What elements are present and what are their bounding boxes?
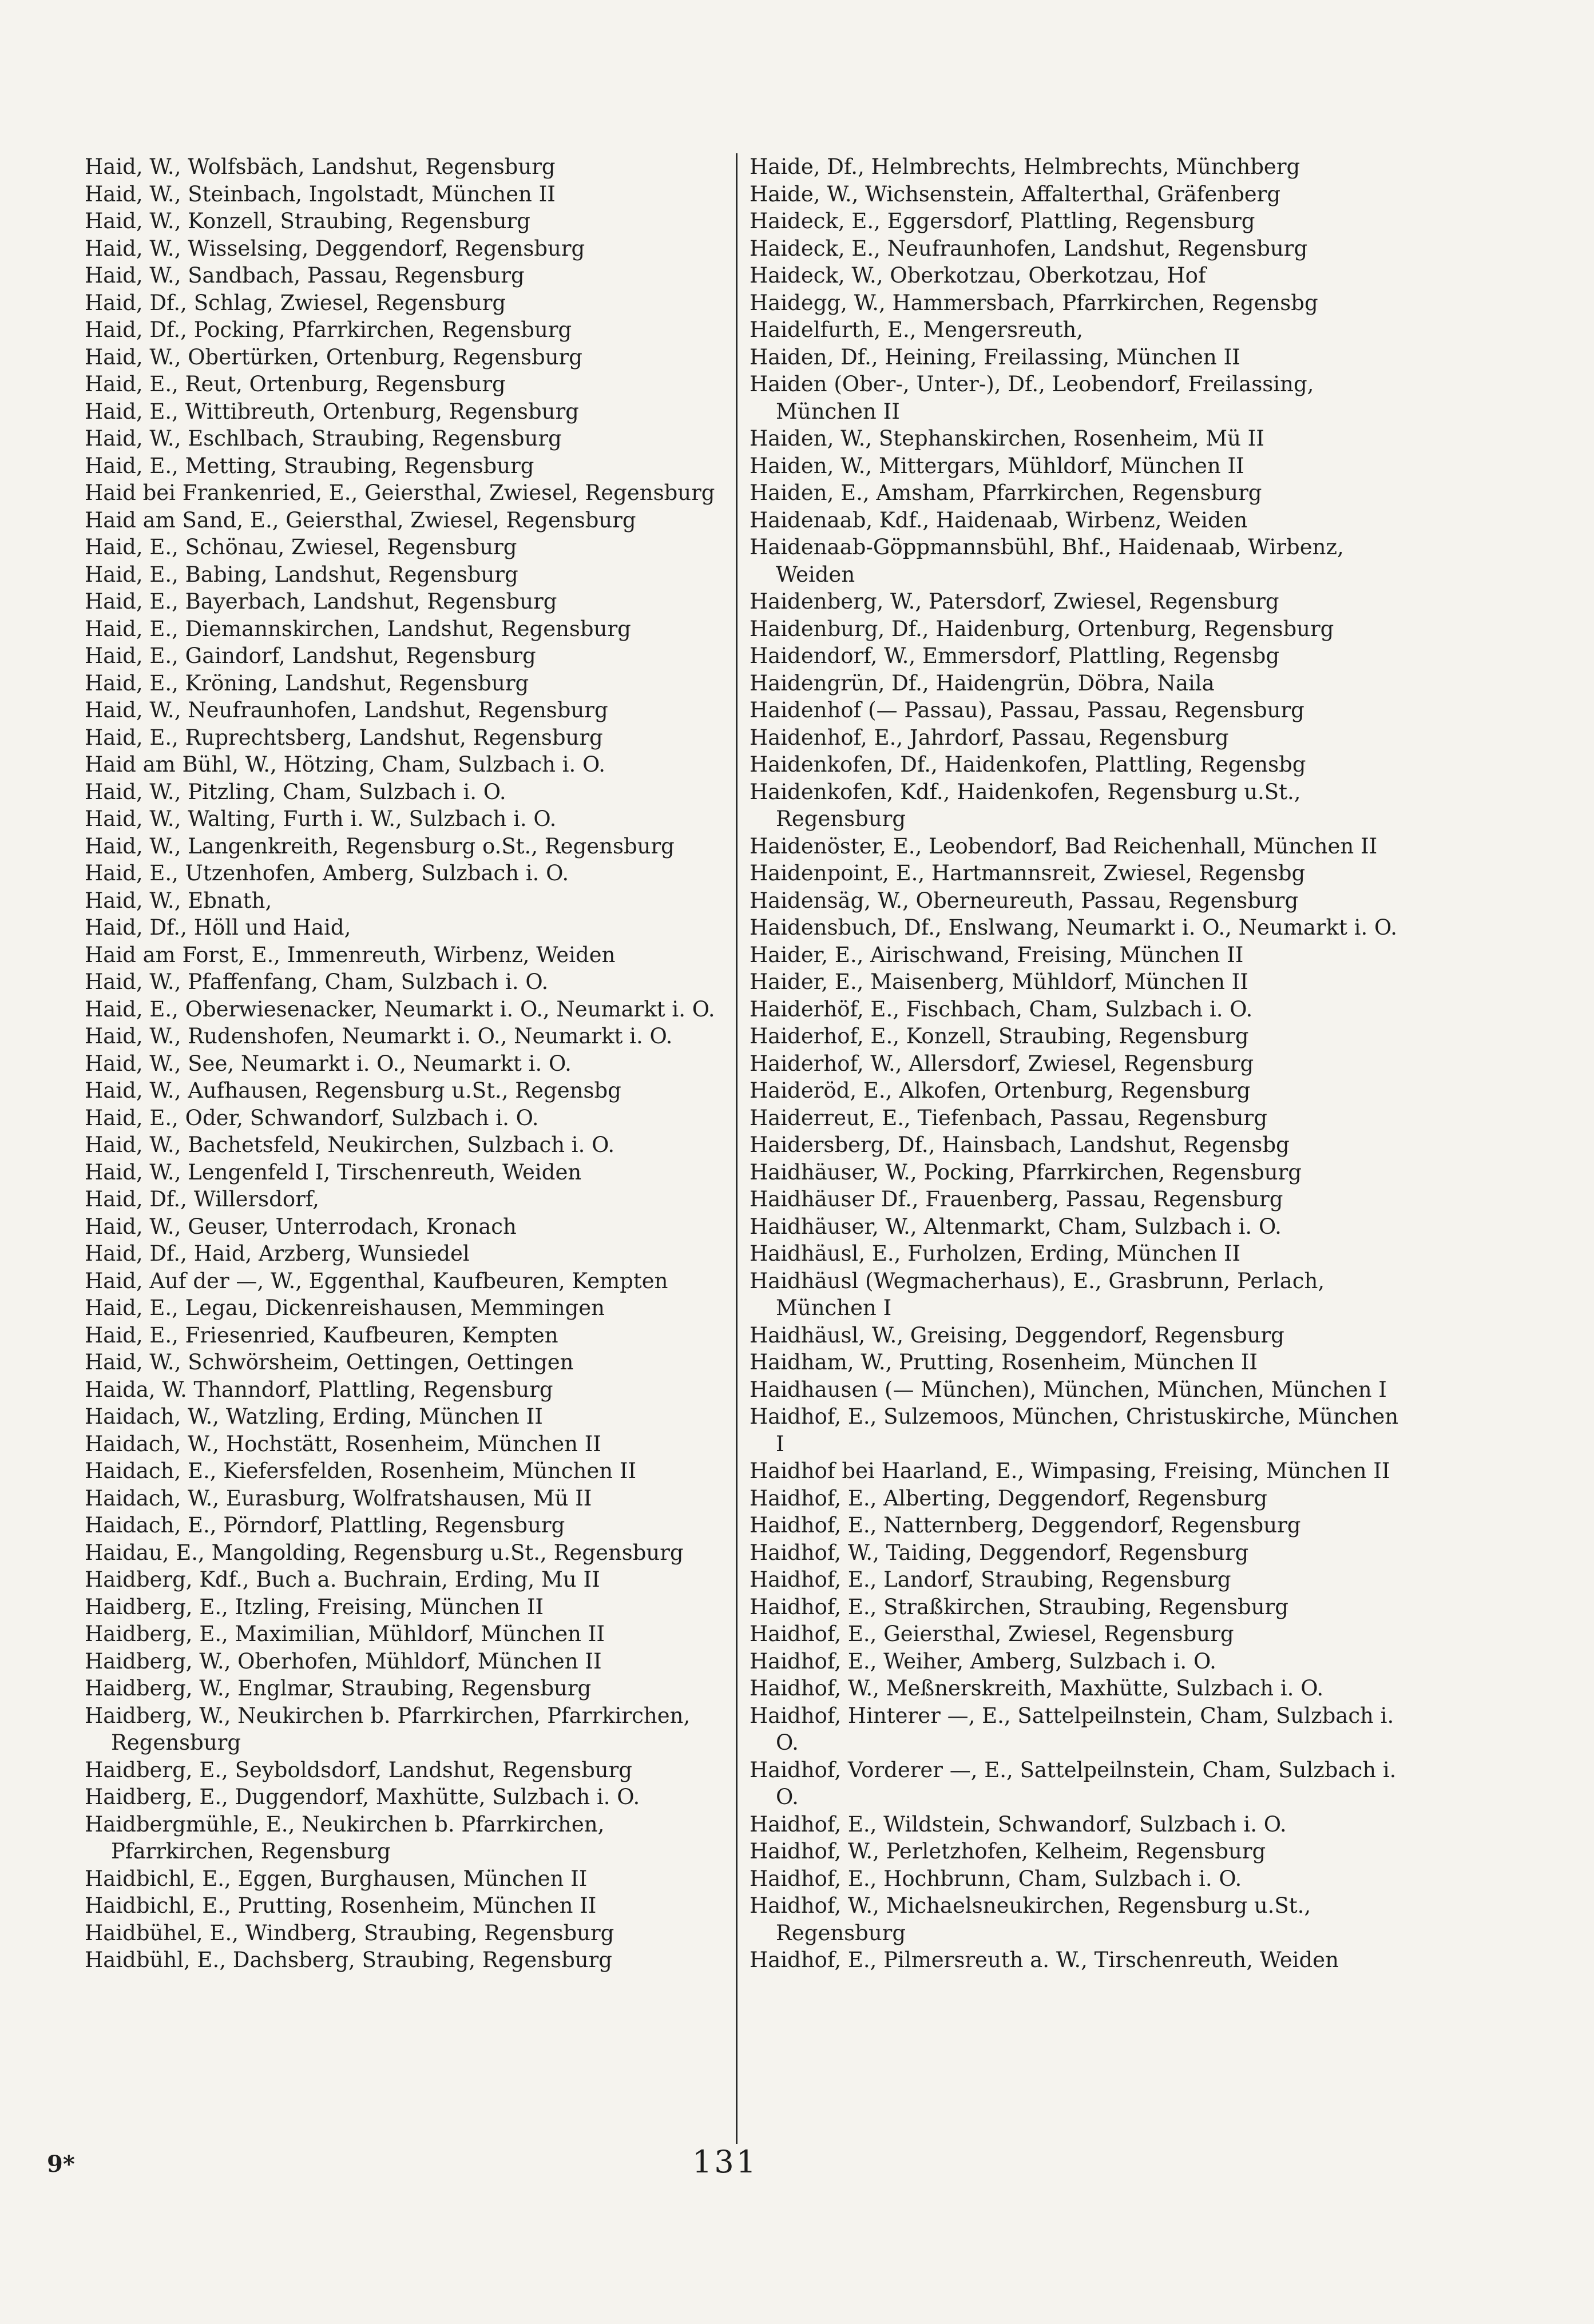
gazetteer-entry: Haidhäusl (Wegmacherhaus), E., Grasbrunn, Perlach, München I — [750, 1268, 1325, 1320]
gazetteer-entry: Haid, Df., Haid, Arzberg, Wunsiedel — [85, 1241, 470, 1266]
gazetteer-entry: Haidhäuser, W., Pocking, Pfarrkirchen, Regensburg — [750, 1159, 1302, 1185]
gazetteer-entry: Haidberg, E., Itzling, Freising, München II — [85, 1594, 544, 1619]
gazetteer-entry: Haid, W., Sandbach, Passau, Regensburg — [85, 263, 525, 288]
gazetteer-entry: Haidhäusl, W., Greising, Deggendorf, Regensburg — [750, 1322, 1284, 1348]
gazetteer-entry: Haider, E., Airischwand, Freising, München II — [750, 942, 1244, 967]
gazetteer-entry: Haid, W., Neufraunhofen, Landshut, Regensburg — [85, 698, 608, 722]
gazetteer-entry: Haiden (Ober-, Unter-), Df., Leobendorf, Freilassing, München II — [750, 372, 1314, 424]
gazetteer-entry: Haid, W., Eschlbach, Straubing, Regensburg — [85, 426, 562, 451]
gazetteer-entry: Haiderhöf, E., Fischbach, Cham, Sulzbach i. O. — [750, 996, 1253, 1022]
gazetteer-entry: Haid, Df., Willersdorf, — [85, 1187, 319, 1211]
gazetteer-entry: Haid, E., Oberwiesenacker, Neumarkt i. O., Neumarkt i. O. — [85, 996, 715, 1022]
gazetteer-entry: Haid, W., Steinbach, Ingolstadt, München II — [85, 181, 556, 206]
gazetteer-entry: Haidhof, E., Straßkirchen, Straubing, Regensburg — [750, 1594, 1288, 1619]
gazetteer-entry: Haidhof, E., Sulzemoos, München, Christuskirche, München I — [750, 1404, 1399, 1456]
gazetteer-entry: Haidhof, E., Alberting, Deggendorf, Regensburg — [750, 1485, 1267, 1511]
gazetteer-entry: Haidham, W., Prutting, Rosenheim, München II — [750, 1350, 1258, 1374]
gazetteer-entry: Haid, W., See, Neumarkt i. O., Neumarkt i. O. — [85, 1051, 572, 1076]
gazetteer-entry: Haid, W., Konzell, Straubing, Regensburg — [85, 209, 530, 233]
gazetteer-entry: Haidhof, Hinterer —, E., Sattelpeilnstein, Cham, Sulzbach i. O. — [750, 1703, 1394, 1755]
gazetteer-entry: Haid bei Frankenried, E., Geiersthal, Zwiesel, Regensburg — [85, 480, 715, 505]
gazetteer-entry: Haidberg, E., Duggendorf, Maxhütte, Sulzbach i. O. — [85, 1785, 640, 1809]
gazetteer-entry: Haidenberg, W., Patersdorf, Zwiesel, Regensburg — [750, 589, 1279, 614]
gazetteer-entry: Haidhof bei Haarland, E., Wimpasing, Freising, München II — [750, 1459, 1390, 1483]
gazetteer-entry: Haid, E., Utzenhofen, Amberg, Sulzbach i. O. — [85, 861, 569, 885]
gazetteer-entry: Haidbergmühle, E., Neukirchen b. Pfarrkirchen, Pfarrkirchen, Regensburg — [85, 1811, 605, 1864]
gazetteer-entry: Haidenhof (— Passau), Passau, Passau, Regensburg — [750, 698, 1304, 722]
gazetteer-entry: Haid am Bühl, W., Hötzing, Cham, Sulzbach i. O. — [85, 752, 605, 777]
gazetteer-entry: Haideck, E., Neufraunhofen, Landshut, Regensburg — [750, 236, 1308, 261]
gazetteer-entry: Haid, E., Gaindorf, Landshut, Regensburg — [85, 643, 536, 668]
gazetteer-entry: Haid, W., Wisselsing, Deggendorf, Regensburg — [85, 236, 585, 261]
right-column — [750, 153, 1407, 1974]
gazetteer-entry: Haidengrün, Df., Haidengrün, Döbra, Naila — [750, 670, 1215, 696]
gazetteer-entry: Haiderhof, W., Allersdorf, Zwiesel, Regensburg — [750, 1051, 1254, 1076]
gazetteer-entry: Haidach, W., Hochstätt, Rosenheim, München II — [85, 1431, 601, 1456]
gazetteer-entry: Haid, E., Oder, Schwandorf, Sulzbach i. O. — [85, 1105, 539, 1130]
gazetteer-entry: Haidenaab, Kdf., Haidenaab, Wirbenz, Weiden — [750, 507, 1248, 533]
gazetteer-entry: Haid, W., Ebnath, — [85, 888, 272, 913]
gazetteer-entry: Haid, Df., Schlag, Zwiesel, Regensburg — [85, 290, 506, 315]
page-number: 131 — [692, 2144, 759, 2180]
gazetteer-entry: Haidach, W., Eurasburg, Wolfratshausen, Mü II — [85, 1485, 592, 1511]
gazetteer-entry: Haidhäuser, W., Altenmarkt, Cham, Sulzbach i. O. — [750, 1214, 1282, 1239]
gazetteer-entry: Haidhof, W., Michaelsneukirchen, Regensburg u.St., Regensburg — [750, 1893, 1311, 1945]
gazetteer-entry: Haid, W., Pitzling, Cham, Sulzbach i. O. — [85, 779, 506, 804]
gazetteer-entry: Haidegg, W., Hammersbach, Pfarrkirchen, Regensbg — [750, 290, 1318, 315]
gazetteer-entry: Haidberg, Kdf., Buch a. Buchrain, Erding, Mu II — [85, 1567, 600, 1592]
gazetteer-entry: Haidberg, W., Neukirchen b. Pfarrkirchen, Pfarrkirchen, Regensburg — [85, 1703, 691, 1755]
gazetteer-entry: Haider, E., Maisenberg, Mühldorf, München II — [750, 970, 1248, 994]
sheet-signature: 9* — [47, 2151, 75, 2178]
gazetteer-entry: Haidensbuch, Df., Enslwang, Neumarkt i. O., Neumarkt i. O. — [750, 915, 1397, 940]
gazetteer-entry: Haidhof, E., Geiersthal, Zwiesel, Regensburg — [750, 1622, 1234, 1646]
gazetteer-entry: Haidhof, E., Hochbrunn, Cham, Sulzbach i. O. — [750, 1866, 1242, 1891]
gazetteer-entry: Haid, W., Rudenshofen, Neumarkt i. O., Neumarkt i. O. — [85, 1024, 673, 1048]
gazetteer-entry: Haid, E., Babing, Landshut, Regensburg — [85, 562, 518, 587]
gazetteer-entry: Haidhäusl, E., Furholzen, Erding, München II — [750, 1241, 1241, 1266]
gazetteer-entry: Haideck, W., Oberkotzau, Oberkotzau, Hof — [750, 263, 1206, 288]
gazetteer-entry: Haidensäg, W., Oberneureuth, Passau, Regensburg — [750, 888, 1299, 913]
gazetteer-entry: Haideck, E., Eggersdorf, Plattling, Regensburg — [750, 209, 1255, 233]
gazetteer-entry: Haidenpoint, E., Hartmannsreit, Zwiesel, Regensbg — [750, 861, 1306, 885]
gazetteer-entry: Haiderhof, E., Konzell, Straubing, Regensburg — [750, 1024, 1249, 1048]
gazetteer-entry: Haidhof, Vorderer —, E., Sattelpeilnstein, Cham, Sulzbach i. O. — [750, 1757, 1397, 1809]
gazetteer-entry: Haid am Sand, E., Geiersthal, Zwiesel, Regensburg — [85, 507, 636, 533]
gazetteer-entry: Haidbühl, E., Dachsberg, Straubing, Regensburg — [85, 1948, 612, 1972]
gazetteer-entry: Haidenaab-Göppmannsbühl, Bhf., Haidenaab, Wirbenz, Weiden — [750, 535, 1344, 587]
gazetteer-entry: Haid, E., Kröning, Landshut, Regensburg — [85, 670, 529, 696]
gazetteer-entry: Haid, W., Wolfsbäch, Landshut, Regensburg — [85, 154, 556, 179]
gazetteer-entry: Haida, W. Thanndorf, Plattling, Regensburg — [85, 1377, 553, 1402]
gazetteer-entry: Haid, W., Pfaffenfang, Cham, Sulzbach i. O. — [85, 970, 549, 994]
gazetteer-entry: Haidhof, W., Taiding, Deggendorf, Regensburg — [750, 1540, 1249, 1565]
gazetteer-entry: Haideröd, E., Alkofen, Ortenburg, Regensburg — [750, 1078, 1251, 1103]
gazetteer-entry: Haidhof, E., Pilmersreuth a. W., Tirschenreuth, Weiden — [750, 1948, 1339, 1972]
left-column — [85, 153, 725, 1974]
gazetteer-entry: Haid, Df., Pocking, Pfarrkirchen, Regensburg — [85, 317, 572, 342]
gazetteer-entry: Haidau, E., Mangolding, Regensburg u.St., Regensburg — [85, 1540, 684, 1565]
gazetteer-entry: Haid, W., Obertürken, Ortenburg, Regensburg — [85, 344, 582, 370]
gazetteer-entry: Haidberg, E., Seyboldsdorf, Landshut, Regensburg — [85, 1757, 632, 1782]
gazetteer-entry: Haidendorf, W., Emmersdorf, Plattling, Regensbg — [750, 643, 1280, 668]
gazetteer-entry: Haidhof, E., Wildstein, Schwandorf, Sulzbach i. O. — [750, 1811, 1287, 1837]
gazetteer-entry: Haidhäuser Df., Frauenberg, Passau, Regensburg — [750, 1187, 1283, 1211]
gazetteer-entry: Haidbichl, E., Eggen, Burghausen, München II — [85, 1866, 588, 1891]
gazetteer-entry: Haid, E., Legau, Dickenreishausen, Memmingen — [85, 1296, 605, 1320]
gazetteer-entry: Haiden, Df., Heining, Freilassing, München II — [750, 344, 1240, 370]
gazetteer-entry: Haidhof, E., Natternberg, Deggendorf, Regensburg — [750, 1513, 1301, 1538]
gazetteer-entry: Haid, E., Wittibreuth, Ortenburg, Regensburg — [85, 399, 579, 424]
gazetteer-entry: Haid, W., Langenkreith, Regensburg o.St., Regensburg — [85, 833, 675, 859]
gazetteer-entry: Haide, Df., Helmbrechts, Helmbrechts, Münchberg — [750, 154, 1300, 179]
gazetteer-entry: Haid, W., Schwörsheim, Oettingen, Oettingen — [85, 1350, 574, 1374]
gazetteer-entry: Haidenhof, E., Jahrdorf, Passau, Regensburg — [750, 725, 1229, 750]
gazetteer-entry: Haid, Auf der —, W., Eggenthal, Kaufbeuren, Kempten — [85, 1268, 668, 1293]
gazetteer-entry: Haid, E., Metting, Straubing, Regensburg — [85, 453, 534, 478]
gazetteer-entry: Haidenkofen, Df., Haidenkofen, Plattling, Regensbg — [750, 752, 1306, 777]
column-divider — [736, 153, 737, 2144]
gazetteer-entry: Haidach, E., Kiefersfelden, Rosenheim, München II — [85, 1459, 637, 1483]
gazetteer-entry: Haid, E., Friesenried, Kaufbeuren, Kempten — [85, 1322, 558, 1348]
gazetteer-entry: Haidach, W., Watzling, Erding, München II — [85, 1404, 543, 1429]
gazetteer-entry: Haidhausen (— München), München, München, München I — [750, 1377, 1387, 1402]
gazetteer-entry: Haidenburg, Df., Haidenburg, Ortenburg, Regensburg — [750, 616, 1334, 641]
gazetteer-entry: Haidberg, E., Maximilian, Mühldorf, München II — [85, 1622, 605, 1646]
gazetteer-entry: Haidhof, E., Weiher, Amberg, Sulzbach i. O. — [750, 1648, 1216, 1674]
gazetteer-entry: Haid am Forst, E., Immenreuth, Wirbenz, Weiden — [85, 942, 616, 967]
gazetteer-entry: Haid, E., Reut, Ortenburg, Regensburg — [85, 372, 506, 396]
gazetteer-entry: Haid, E., Ruprechtsberg, Landshut, Regensburg — [85, 725, 603, 750]
gazetteer-entry: Haid, W., Walting, Furth i. W., Sulzbach i. O. — [85, 807, 557, 831]
gazetteer-entry: Haidhof, W., Perletzhofen, Kelheim, Regensburg — [750, 1839, 1266, 1864]
gazetteer-entry: Haidbichl, E., Prutting, Rosenheim, München II — [85, 1893, 597, 1918]
gazetteer-entry: Haidelfurth, E., Mengersreuth, — [750, 317, 1084, 342]
gazetteer-entry: Haidberg, W., Englmar, Straubing, Regensburg — [85, 1676, 592, 1701]
gazetteer-entry: Haid, E., Bayerbach, Landshut, Regensburg — [85, 589, 557, 614]
gazetteer-entry: Haidenöster, E., Leobendorf, Bad Reichenhall, München II — [750, 833, 1378, 859]
gazetteer-entry: Haid, W., Aufhausen, Regensburg u.St., Regensbg — [85, 1078, 621, 1103]
gazetteer-entry: Haid, W., Lengenfeld I, Tirschenreuth, Weiden — [85, 1159, 582, 1185]
gazetteer-entry: Haiden, W., Mittergars, Mühldorf, München II — [750, 453, 1244, 478]
gazetteer-entry: Haidersberg, Df., Hainsbach, Landshut, Regensbg — [750, 1133, 1290, 1157]
gazetteer-entry: Haid, W., Bachetsfeld, Neukirchen, Sulzbach i. O. — [85, 1133, 615, 1157]
gazetteer-entry: Haidberg, W., Oberhofen, Mühldorf, München II — [85, 1648, 602, 1674]
gazetteer-entry: Haidach, E., Pörndorf, Plattling, Regensburg — [85, 1513, 565, 1538]
gazetteer-entry: Haiden, W., Stephanskirchen, Rosenheim, Mü II — [750, 426, 1264, 451]
gazetteer-entry: Haidbühel, E., Windberg, Straubing, Regensburg — [85, 1920, 614, 1945]
gazetteer-entry: Haidhof, W., Meßnerskreith, Maxhütte, Sulzbach i. O. — [750, 1676, 1324, 1701]
gazetteer-entry: Haid, E., Diemannskirchen, Landshut, Regensburg — [85, 616, 631, 641]
gazetteer-entry: Haiden, E., Amsham, Pfarrkirchen, Regensburg — [750, 480, 1262, 505]
gazetteer-entry: Haidenkofen, Kdf., Haidenkofen, Regensburg u.St., Regensburg — [750, 779, 1301, 831]
gazetteer-entry: Haid, E., Schönau, Zwiesel, Regensburg — [85, 535, 517, 559]
gazetteer-entry: Haid, Df., Höll und Haid, — [85, 915, 351, 940]
gazetteer-entry: Haidhof, E., Landorf, Straubing, Regensburg — [750, 1567, 1231, 1592]
gazetteer-entry: Haide, W., Wichsenstein, Affalterthal, Gräfenberg — [750, 181, 1281, 206]
gazetteer-entry: Haid, W., Geuser, Unterrodach, Kronach — [85, 1214, 517, 1239]
gazetteer-entry: Haiderreut, E., Tiefenbach, Passau, Regensburg — [750, 1105, 1267, 1130]
